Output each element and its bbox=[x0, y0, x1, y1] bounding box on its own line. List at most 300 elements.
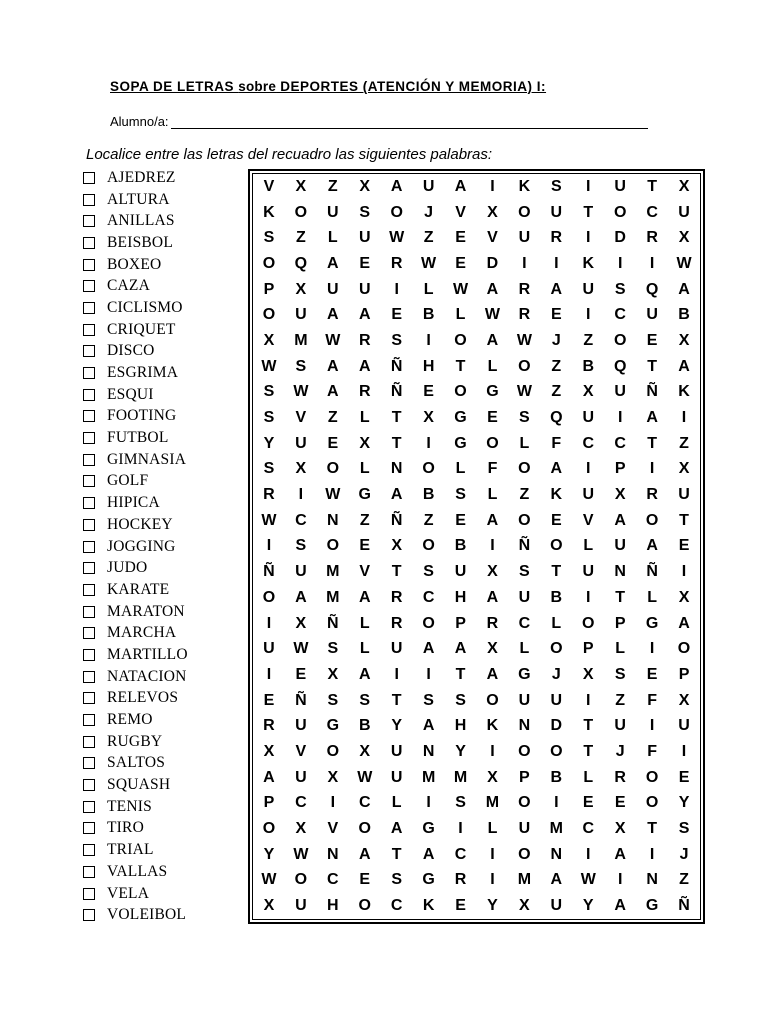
grid-letter[interactable]: U bbox=[614, 383, 626, 401]
grid-letter[interactable]: Y bbox=[391, 717, 402, 735]
grid-letter[interactable]: K bbox=[678, 383, 690, 401]
grid-letter[interactable]: V bbox=[359, 563, 371, 581]
grid-letter[interactable]: S bbox=[263, 229, 275, 247]
grid-letter[interactable]: C bbox=[295, 794, 307, 812]
grid-letter[interactable]: W bbox=[325, 486, 341, 504]
grid-letter[interactable]: Ñ bbox=[678, 897, 690, 915]
word-checkbox[interactable] bbox=[83, 562, 95, 574]
grid-letter[interactable]: E bbox=[455, 254, 466, 272]
grid-letter[interactable]: R bbox=[390, 614, 403, 632]
grid-letter[interactable]: W bbox=[261, 511, 277, 529]
grid-letter[interactable]: N bbox=[390, 460, 403, 478]
grid-letter[interactable]: F bbox=[647, 743, 657, 761]
grid-letter[interactable]: Z bbox=[551, 383, 562, 401]
word-checkbox[interactable] bbox=[83, 302, 95, 314]
grid-letter[interactable]: V bbox=[263, 177, 275, 195]
grid-letter[interactable]: C bbox=[582, 820, 595, 838]
grid-letter[interactable]: B bbox=[422, 306, 435, 324]
grid-letter[interactable]: E bbox=[359, 254, 371, 272]
grid-letter[interactable]: Z bbox=[679, 871, 689, 889]
grid-letter[interactable]: N bbox=[550, 845, 563, 863]
grid-letter[interactable]: G bbox=[326, 717, 340, 735]
grid-letter[interactable]: Y bbox=[582, 897, 594, 915]
word-checkbox[interactable] bbox=[83, 801, 95, 813]
grid-letter[interactable]: I bbox=[394, 280, 399, 298]
grid-letter[interactable]: E bbox=[646, 331, 658, 349]
grid-letter[interactable]: X bbox=[295, 177, 307, 195]
grid-letter[interactable]: X bbox=[359, 177, 371, 195]
grid-letter[interactable]: R bbox=[390, 254, 403, 272]
grid-letter[interactable]: I bbox=[266, 665, 272, 683]
grid-letter[interactable]: X bbox=[359, 743, 371, 761]
grid-letter[interactable]: Y bbox=[263, 434, 275, 452]
grid-letter[interactable]: O bbox=[422, 614, 435, 632]
grid-letter[interactable]: L bbox=[519, 640, 530, 658]
grid-letter[interactable]: I bbox=[586, 588, 591, 606]
grid-letter[interactable]: X bbox=[519, 897, 530, 915]
grid-letter[interactable]: W bbox=[293, 640, 309, 658]
grid-letter[interactable]: E bbox=[678, 768, 690, 786]
grid-letter[interactable]: B bbox=[550, 768, 563, 786]
grid-letter[interactable]: B bbox=[582, 357, 595, 375]
grid-letter[interactable]: E bbox=[455, 897, 466, 915]
word-checkbox[interactable] bbox=[83, 888, 95, 900]
grid-letter[interactable]: O bbox=[518, 845, 531, 863]
grid-letter[interactable]: U bbox=[327, 203, 339, 221]
grid-letter[interactable]: W bbox=[389, 229, 405, 247]
grid-letter[interactable]: U bbox=[646, 306, 658, 324]
grid-letter[interactable]: C bbox=[295, 511, 307, 529]
grid-letter[interactable]: V bbox=[487, 229, 498, 247]
grid-letter[interactable]: S bbox=[455, 486, 466, 504]
grid-letter[interactable]: H bbox=[422, 357, 435, 375]
grid-letter[interactable]: O bbox=[645, 794, 659, 812]
grid-letter[interactable]: I bbox=[681, 409, 687, 427]
grid-letter[interactable]: O bbox=[294, 871, 308, 889]
grid-letter[interactable]: A bbox=[390, 820, 403, 838]
grid-letter[interactable]: S bbox=[295, 537, 307, 555]
grid-letter[interactable]: K bbox=[263, 203, 275, 221]
grid-letter[interactable]: U bbox=[390, 640, 403, 658]
grid-letter[interactable]: M bbox=[421, 768, 436, 786]
grid-letter[interactable]: X bbox=[295, 280, 307, 298]
grid-letter[interactable]: Ñ bbox=[646, 563, 658, 581]
grid-letter[interactable]: C bbox=[518, 614, 531, 632]
grid-letter[interactable]: R bbox=[358, 383, 371, 401]
grid-letter[interactable]: O bbox=[550, 640, 563, 658]
grid-letter[interactable]: P bbox=[263, 280, 275, 298]
grid-letter[interactable]: I bbox=[681, 563, 687, 581]
grid-letter[interactable]: O bbox=[518, 794, 531, 812]
grid-letter[interactable]: W bbox=[676, 254, 692, 272]
grid-letter[interactable]: S bbox=[455, 794, 466, 812]
grid-letter[interactable]: R bbox=[614, 768, 626, 786]
grid-letter[interactable]: I bbox=[394, 665, 399, 683]
grid-letter[interactable]: W bbox=[261, 357, 277, 375]
grid-letter[interactable]: J bbox=[615, 743, 625, 761]
grid-letter[interactable]: G bbox=[422, 820, 435, 838]
grid-letter[interactable]: T bbox=[391, 563, 402, 581]
grid-letter[interactable]: O bbox=[645, 511, 659, 529]
grid-letter[interactable]: Z bbox=[615, 691, 626, 709]
grid-letter[interactable]: O bbox=[518, 511, 531, 529]
grid-letter[interactable]: X bbox=[678, 229, 690, 247]
grid-letter[interactable]: U bbox=[390, 743, 403, 761]
grid-letter[interactable]: X bbox=[678, 460, 690, 478]
grid-letter[interactable]: I bbox=[649, 640, 655, 658]
grid-letter[interactable]: L bbox=[519, 434, 530, 452]
grid-letter[interactable]: W bbox=[484, 306, 501, 324]
grid-letter[interactable]: N bbox=[614, 563, 626, 581]
grid-letter[interactable]: Z bbox=[423, 511, 434, 529]
grid-letter[interactable]: Ñ bbox=[390, 511, 403, 529]
grid-letter[interactable]: X bbox=[678, 177, 690, 195]
grid-letter[interactable]: M bbox=[517, 871, 532, 889]
grid-letter[interactable]: V bbox=[455, 203, 466, 221]
grid-letter[interactable]: W bbox=[452, 280, 469, 298]
grid-letter[interactable]: K bbox=[582, 254, 595, 272]
grid-letter[interactable]: A bbox=[422, 640, 435, 658]
grid-letter[interactable]: K bbox=[550, 486, 563, 504]
grid-letter[interactable]: U bbox=[678, 717, 690, 735]
grid-letter[interactable]: X bbox=[678, 331, 690, 349]
grid-letter[interactable]: U bbox=[582, 563, 595, 581]
student-name-field[interactable] bbox=[171, 115, 648, 129]
grid-letter[interactable]: K bbox=[518, 177, 531, 195]
word-checkbox[interactable] bbox=[83, 714, 95, 726]
grid-letter[interactable]: U bbox=[582, 486, 595, 504]
grid-letter[interactable]: S bbox=[614, 280, 626, 298]
grid-letter[interactable]: S bbox=[295, 357, 307, 375]
grid-letter[interactable]: U bbox=[518, 229, 531, 247]
grid-letter[interactable]: E bbox=[550, 306, 562, 324]
word-checkbox[interactable] bbox=[83, 909, 95, 921]
grid-letter[interactable]: W bbox=[421, 254, 437, 272]
word-checkbox[interactable] bbox=[83, 779, 95, 791]
grid-letter[interactable]: U bbox=[614, 717, 626, 735]
grid-letter[interactable]: T bbox=[391, 434, 402, 452]
grid-letter[interactable]: T bbox=[615, 588, 626, 606]
grid-letter[interactable]: A bbox=[422, 845, 435, 863]
grid-letter[interactable]: A bbox=[358, 665, 371, 683]
grid-letter[interactable]: J bbox=[551, 331, 561, 349]
grid-letter[interactable]: I bbox=[586, 229, 591, 247]
grid-letter[interactable]: V bbox=[327, 820, 339, 838]
grid-letter[interactable]: F bbox=[551, 434, 562, 452]
grid-letter[interactable]: L bbox=[487, 820, 498, 838]
grid-letter[interactable]: X bbox=[423, 409, 434, 427]
grid-letter[interactable]: U bbox=[295, 768, 307, 786]
grid-letter[interactable]: X bbox=[327, 768, 339, 786]
grid-letter[interactable]: I bbox=[298, 486, 304, 504]
grid-letter[interactable]: P bbox=[263, 794, 275, 812]
grid-letter[interactable]: E bbox=[455, 511, 466, 529]
grid-letter[interactable]: Z bbox=[583, 331, 594, 349]
grid-letter[interactable]: A bbox=[327, 254, 339, 272]
grid-letter[interactable]: A bbox=[614, 845, 626, 863]
grid-letter[interactable]: H bbox=[454, 717, 467, 735]
grid-letter[interactable]: R bbox=[486, 614, 499, 632]
grid-letter[interactable]: S bbox=[519, 563, 530, 581]
grid-letter[interactable]: D bbox=[614, 229, 626, 247]
word-checkbox[interactable] bbox=[83, 606, 95, 618]
grid-letter[interactable]: A bbox=[327, 383, 339, 401]
grid-letter[interactable]: C bbox=[582, 434, 595, 452]
grid-letter[interactable]: A bbox=[678, 280, 690, 298]
grid-letter[interactable]: E bbox=[295, 665, 307, 683]
grid-letter[interactable]: L bbox=[583, 768, 594, 786]
grid-letter[interactable]: Z bbox=[519, 486, 530, 504]
grid-letter[interactable]: A bbox=[486, 588, 499, 606]
grid-letter[interactable]: M bbox=[549, 820, 563, 838]
grid-letter[interactable]: E bbox=[550, 511, 562, 529]
grid-letter[interactable]: P bbox=[455, 614, 466, 632]
grid-letter[interactable]: U bbox=[358, 229, 371, 247]
grid-letter[interactable]: X bbox=[327, 665, 339, 683]
grid-letter[interactable]: S bbox=[359, 691, 371, 709]
word-checkbox[interactable] bbox=[83, 410, 95, 422]
grid-letter[interactable]: E bbox=[582, 794, 594, 812]
grid-letter[interactable]: T bbox=[647, 357, 657, 375]
grid-letter[interactable]: O bbox=[613, 203, 627, 221]
grid-letter[interactable]: Q bbox=[645, 280, 659, 298]
grid-letter[interactable]: U bbox=[295, 306, 307, 324]
grid-letter[interactable]: A bbox=[486, 511, 499, 529]
word-checkbox[interactable] bbox=[83, 627, 95, 639]
grid-letter[interactable]: N bbox=[327, 845, 339, 863]
grid-letter[interactable]: G bbox=[518, 665, 531, 683]
word-checkbox[interactable] bbox=[83, 172, 95, 184]
grid-letter[interactable]: I bbox=[330, 794, 336, 812]
grid-letter[interactable]: L bbox=[487, 486, 498, 504]
grid-letter[interactable]: I bbox=[649, 254, 655, 272]
word-checkbox[interactable] bbox=[83, 671, 95, 683]
grid-letter[interactable]: T bbox=[583, 743, 594, 761]
grid-letter[interactable]: A bbox=[646, 537, 658, 555]
grid-letter[interactable]: C bbox=[327, 871, 339, 889]
grid-letter[interactable]: P bbox=[678, 665, 690, 683]
grid-letter[interactable]: M bbox=[485, 794, 500, 812]
grid-letter[interactable]: S bbox=[678, 820, 690, 838]
grid-letter[interactable]: M bbox=[453, 768, 468, 786]
grid-letter[interactable]: U bbox=[550, 203, 563, 221]
grid-letter[interactable]: I bbox=[586, 691, 591, 709]
grid-letter[interactable]: O bbox=[358, 897, 371, 915]
grid-letter[interactable]: A bbox=[358, 306, 371, 324]
grid-letter[interactable]: U bbox=[518, 588, 531, 606]
grid-letter[interactable]: M bbox=[326, 588, 340, 606]
grid-letter[interactable]: W bbox=[580, 871, 596, 889]
grid-letter[interactable]: N bbox=[327, 511, 339, 529]
grid-letter[interactable]: A bbox=[358, 357, 371, 375]
grid-letter[interactable]: I bbox=[649, 845, 655, 863]
grid-letter[interactable]: A bbox=[550, 871, 563, 889]
grid-letter[interactable]: E bbox=[646, 665, 658, 683]
grid-letter[interactable]: Z bbox=[359, 511, 370, 529]
grid-letter[interactable]: R bbox=[646, 486, 658, 504]
grid-letter[interactable]: O bbox=[550, 537, 563, 555]
grid-letter[interactable]: I bbox=[554, 254, 559, 272]
grid-letter[interactable]: N bbox=[646, 871, 658, 889]
word-checkbox[interactable] bbox=[83, 259, 95, 271]
grid-letter[interactable]: I bbox=[586, 460, 591, 478]
grid-letter[interactable]: T bbox=[647, 820, 657, 838]
grid-letter[interactable]: T bbox=[391, 409, 402, 427]
grid-letter[interactable]: R bbox=[358, 331, 371, 349]
word-checkbox[interactable] bbox=[83, 345, 95, 357]
grid-letter[interactable]: K bbox=[486, 717, 499, 735]
grid-letter[interactable]: U bbox=[582, 280, 595, 298]
grid-letter[interactable]: O bbox=[422, 537, 435, 555]
grid-letter[interactable]: I bbox=[649, 460, 655, 478]
grid-letter[interactable]: U bbox=[518, 691, 531, 709]
grid-letter[interactable]: J bbox=[551, 665, 561, 683]
grid-letter[interactable]: L bbox=[583, 537, 594, 555]
grid-letter[interactable]: E bbox=[678, 537, 690, 555]
grid-letter[interactable]: G bbox=[422, 871, 435, 889]
grid-letter[interactable]: C bbox=[358, 794, 371, 812]
grid-letter[interactable]: Y bbox=[263, 845, 275, 863]
grid-letter[interactable]: O bbox=[422, 460, 435, 478]
grid-letter[interactable]: H bbox=[454, 588, 467, 606]
grid-letter[interactable]: Ñ bbox=[263, 563, 275, 581]
grid-letter[interactable]: S bbox=[423, 563, 434, 581]
grid-letter[interactable]: G bbox=[486, 383, 499, 401]
word-checkbox[interactable] bbox=[83, 844, 95, 856]
grid-letter[interactable]: S bbox=[455, 691, 466, 709]
grid-letter[interactable]: I bbox=[266, 537, 272, 555]
grid-letter[interactable]: X bbox=[487, 203, 498, 221]
word-checkbox[interactable] bbox=[83, 475, 95, 487]
grid-letter[interactable]: V bbox=[295, 743, 307, 761]
grid-letter[interactable]: X bbox=[487, 768, 498, 786]
grid-letter[interactable]: L bbox=[359, 614, 370, 632]
grid-letter[interactable]: Z bbox=[327, 409, 338, 427]
grid-letter[interactable]: I bbox=[617, 254, 623, 272]
grid-letter[interactable]: L bbox=[615, 640, 626, 658]
grid-letter[interactable]: I bbox=[617, 409, 623, 427]
grid-letter[interactable]: U bbox=[550, 897, 563, 915]
grid-letter[interactable]: B bbox=[678, 306, 690, 324]
word-checkbox[interactable] bbox=[83, 280, 95, 292]
grid-letter[interactable]: O bbox=[294, 203, 308, 221]
grid-letter[interactable]: G bbox=[454, 409, 467, 427]
grid-letter[interactable]: A bbox=[550, 280, 563, 298]
grid-letter[interactable]: L bbox=[359, 409, 370, 427]
grid-letter[interactable]: Y bbox=[487, 897, 498, 915]
grid-letter[interactable]: A bbox=[358, 588, 371, 606]
grid-letter[interactable]: H bbox=[327, 897, 339, 915]
grid-letter[interactable]: P bbox=[519, 768, 530, 786]
grid-letter[interactable]: S bbox=[391, 871, 402, 889]
grid-letter[interactable]: B bbox=[454, 537, 467, 555]
grid-letter[interactable]: I bbox=[586, 306, 591, 324]
grid-letter[interactable]: W bbox=[516, 383, 532, 401]
grid-letter[interactable]: Z bbox=[295, 229, 306, 247]
grid-letter[interactable]: U bbox=[614, 177, 626, 195]
grid-letter[interactable]: O bbox=[262, 820, 276, 838]
grid-letter[interactable]: A bbox=[614, 511, 626, 529]
grid-letter[interactable]: L bbox=[455, 306, 466, 324]
grid-letter[interactable]: L bbox=[423, 280, 434, 298]
grid-letter[interactable]: R bbox=[454, 871, 467, 889]
grid-letter[interactable]: R bbox=[263, 717, 275, 735]
grid-letter[interactable]: O bbox=[677, 640, 691, 658]
grid-letter[interactable]: B bbox=[550, 588, 563, 606]
grid-letter[interactable]: X bbox=[295, 820, 307, 838]
grid-letter[interactable]: Ñ bbox=[390, 383, 403, 401]
grid-letter[interactable]: I bbox=[266, 614, 272, 632]
grid-letter[interactable]: O bbox=[582, 614, 595, 632]
grid-letter[interactable]: I bbox=[426, 434, 431, 452]
grid-letter[interactable]: O bbox=[326, 460, 340, 478]
grid-letter[interactable]: R bbox=[263, 486, 275, 504]
grid-letter[interactable]: W bbox=[516, 331, 532, 349]
grid-letter[interactable]: Ñ bbox=[646, 383, 658, 401]
grid-letter[interactable]: Q bbox=[550, 409, 563, 427]
grid-letter[interactable]: O bbox=[262, 588, 276, 606]
grid-letter[interactable]: U bbox=[550, 691, 563, 709]
word-checkbox[interactable] bbox=[83, 367, 95, 379]
grid-letter[interactable]: L bbox=[391, 794, 402, 812]
grid-letter[interactable]: Y bbox=[678, 794, 690, 812]
grid-letter[interactable]: C bbox=[614, 306, 626, 324]
grid-letter[interactable]: L bbox=[359, 460, 370, 478]
grid-letter[interactable]: U bbox=[358, 280, 371, 298]
grid-letter[interactable]: A bbox=[678, 357, 690, 375]
word-checkbox[interactable] bbox=[83, 692, 95, 704]
grid-letter[interactable]: O bbox=[326, 537, 340, 555]
grid-letter[interactable]: C bbox=[646, 203, 658, 221]
grid-letter[interactable]: G bbox=[645, 614, 659, 632]
grid-letter[interactable]: S bbox=[327, 640, 339, 658]
grid-letter[interactable]: O bbox=[262, 254, 276, 272]
grid-letter[interactable]: P bbox=[582, 640, 594, 658]
grid-letter[interactable]: S bbox=[263, 409, 275, 427]
grid-letter[interactable]: V bbox=[582, 511, 594, 529]
grid-letter[interactable]: F bbox=[647, 691, 657, 709]
grid-letter[interactable]: G bbox=[454, 434, 467, 452]
grid-letter[interactable]: Ñ bbox=[327, 614, 339, 632]
grid-letter[interactable]: E bbox=[391, 306, 402, 324]
grid-letter[interactable]: O bbox=[454, 383, 467, 401]
grid-letter[interactable]: T bbox=[391, 845, 402, 863]
grid-letter[interactable]: A bbox=[486, 280, 499, 298]
grid-letter[interactable]: I bbox=[586, 177, 591, 195]
grid-letter[interactable]: W bbox=[261, 871, 277, 889]
grid-letter[interactable]: A bbox=[486, 665, 499, 683]
grid-letter[interactable]: W bbox=[293, 383, 309, 401]
grid-letter[interactable]: A bbox=[422, 717, 435, 735]
grid-letter[interactable]: J bbox=[424, 203, 434, 221]
grid-letter[interactable]: T bbox=[391, 691, 402, 709]
grid-letter[interactable]: X bbox=[582, 665, 594, 683]
grid-letter[interactable]: I bbox=[490, 871, 495, 889]
grid-letter[interactable]: X bbox=[614, 820, 626, 838]
grid-letter[interactable]: M bbox=[326, 563, 340, 581]
grid-letter[interactable]: A bbox=[486, 331, 499, 349]
grid-letter[interactable]: S bbox=[359, 203, 371, 221]
grid-letter[interactable]: A bbox=[390, 177, 403, 195]
grid-letter[interactable]: E bbox=[327, 434, 339, 452]
grid-letter[interactable]: S bbox=[614, 665, 626, 683]
grid-letter[interactable]: A bbox=[358, 845, 371, 863]
grid-letter[interactable]: O bbox=[518, 743, 531, 761]
grid-letter[interactable]: P bbox=[614, 614, 626, 632]
grid-letter[interactable]: D bbox=[550, 717, 563, 735]
grid-letter[interactable]: L bbox=[647, 588, 657, 606]
grid-letter[interactable]: X bbox=[263, 743, 275, 761]
